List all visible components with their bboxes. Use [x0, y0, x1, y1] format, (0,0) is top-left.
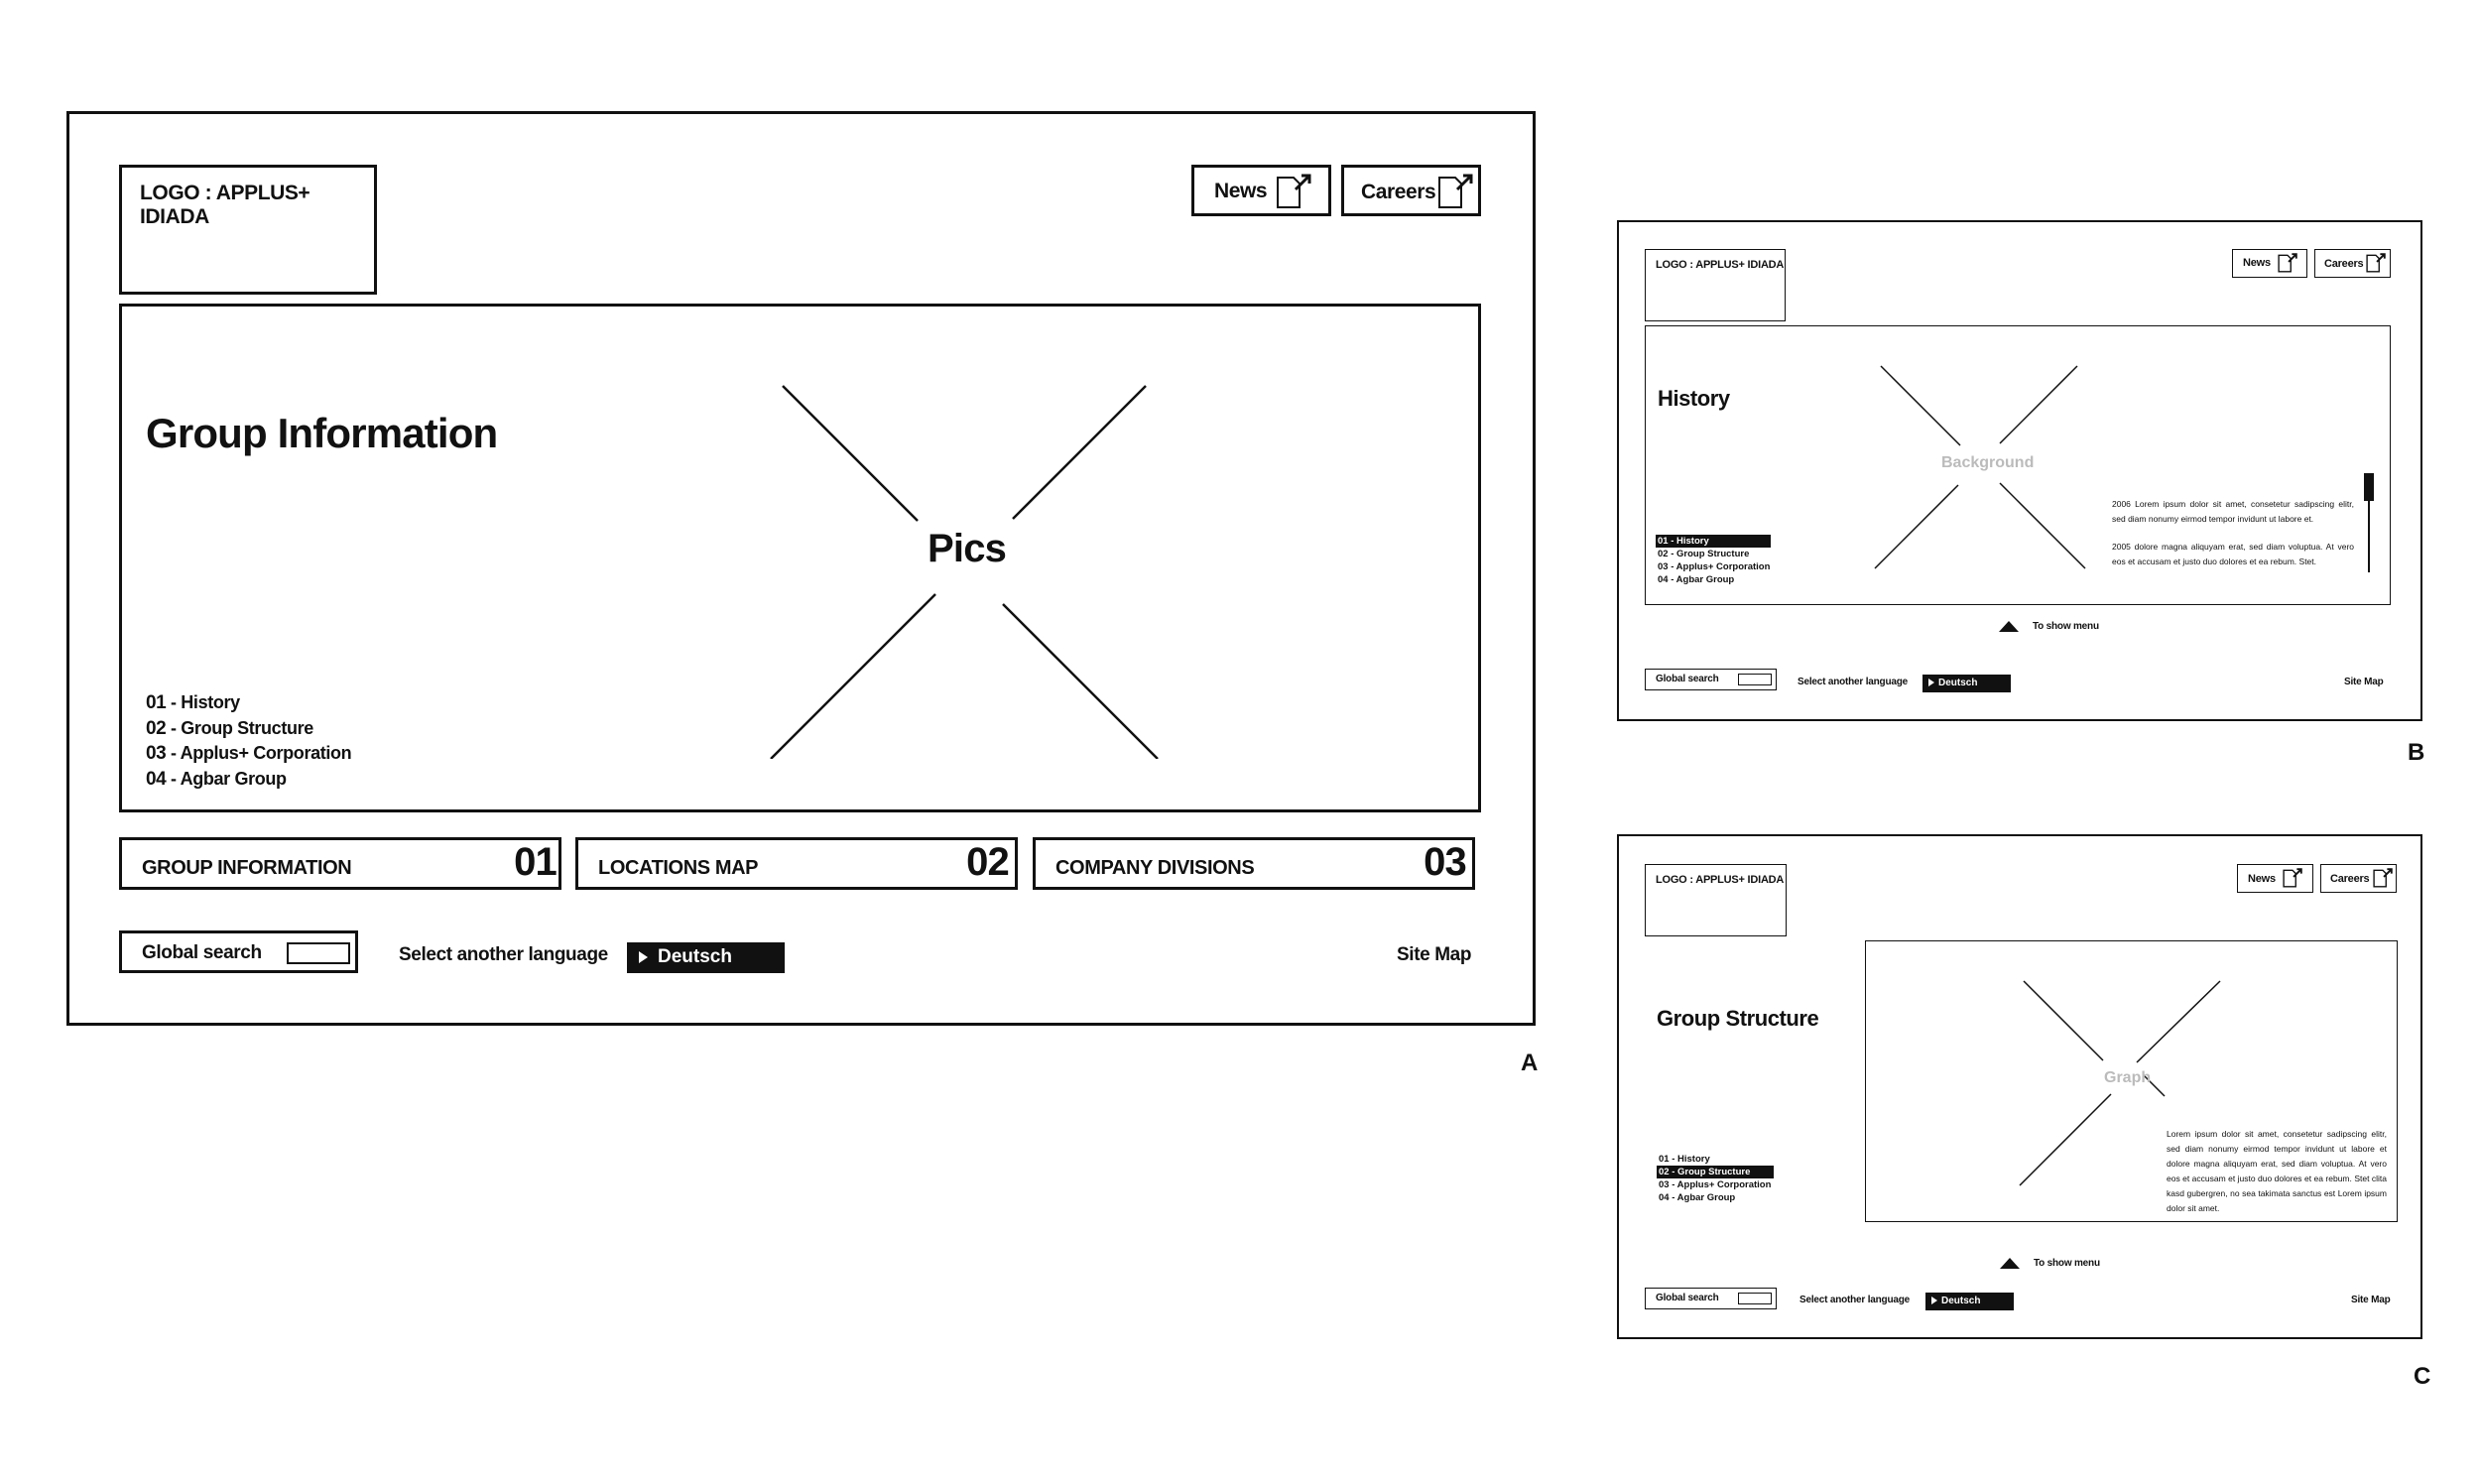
content-area	[1645, 325, 2391, 605]
panel-b-letter: B	[2408, 739, 2425, 766]
language-label: Select another language	[1798, 677, 1908, 687]
news-label: News	[1214, 180, 1268, 202]
tile-label: LOCATIONS MAP	[598, 857, 759, 879]
global-search-label: Global search	[1656, 1293, 1719, 1303]
menu-item-history[interactable]: 01 - History	[146, 692, 240, 713]
global-search[interactable]	[1645, 1288, 1777, 1309]
language-select[interactable]: Deutsch	[1925, 1293, 2014, 1310]
menu-item-group-structure[interactable]: 02 - Group Structure	[146, 717, 313, 739]
search-input[interactable]	[1738, 1293, 1772, 1304]
external-doc-icon	[2366, 253, 2387, 273]
site-map-link[interactable]: Site Map	[2344, 677, 2384, 687]
tile-number: 02	[966, 840, 1009, 884]
careers-label: Careers	[1361, 181, 1436, 203]
news-button[interactable]	[1191, 165, 1331, 216]
menu-item-history[interactable]: 01 - History	[1656, 535, 1771, 548]
tile-label: COMPANY DIVISIONS	[1055, 857, 1255, 879]
logo-text: LOGO : APPLUS+ IDIADA	[1656, 259, 1785, 271]
play-icon	[639, 951, 648, 963]
history-text-2006: 2006 Lorem ipsum dolor sit amet, consetetur sadipscing elitr, sed diam nonumy eirmod tempor invidunt ut labore et.	[2112, 499, 2354, 524]
news-button[interactable]	[2232, 249, 2307, 278]
logo-box[interactable]	[1645, 249, 1786, 321]
menu-item-agbar-group[interactable]: 04 - Agbar Group	[1658, 574, 1735, 585]
global-search[interactable]	[1645, 669, 1777, 690]
history-text-2005: 2005 dolore magna aliquyam erat, sed diam voluptua. At vero eos et accusam et justo duo dolores et ea rebum. Stet.	[2112, 542, 2354, 566]
language-select[interactable]: Deutsch	[1922, 675, 2011, 692]
careers-button[interactable]	[2314, 249, 2391, 278]
language-label: Select another language	[399, 944, 608, 965]
panel-a-letter: A	[1521, 1050, 1539, 1076]
external-doc-icon	[2278, 253, 2298, 273]
language-select[interactable]: Deutsch	[627, 942, 785, 973]
arrow-up-icon	[2000, 1258, 2020, 1269]
careers-button[interactable]	[1341, 165, 1481, 216]
global-search-label: Global search	[142, 942, 262, 963]
section-menu	[1656, 535, 1775, 586]
careers-label: Careers	[2330, 873, 2370, 885]
logo-box[interactable]	[1645, 864, 1787, 936]
pics-label: Pics	[928, 527, 1007, 570]
group-structure-text: Lorem ipsum dolor sit amet, consetetur sadipscing elitr, sed diam nonumy eirmod tempor invidunt ut labore et dolore magna aliquyam erat, sed diam voluptua. At vero eos et accusam et justo duo dolores et ea rebum. Stet clita kasd gubergren, no sea takimata sanctus est Lorem ipsum dolor sit amet.	[2167, 1129, 2387, 1213]
tile-label: GROUP INFORMATION	[142, 857, 352, 879]
news-label: News	[2243, 257, 2271, 269]
menu-item-applus-corporation[interactable]: 03 - Applus+ Corporation	[1658, 561, 1771, 572]
news-button[interactable]	[2237, 864, 2313, 893]
tile-locations-map[interactable]	[575, 837, 1018, 890]
hero-area	[119, 304, 1481, 812]
menu-item-history[interactable]: 01 - History	[1659, 1154, 1710, 1165]
section-menu	[1657, 1153, 1776, 1204]
external-doc-icon	[1276, 174, 1313, 209]
menu-item-group-structure[interactable]: 02 - Group Structure	[1657, 1166, 1774, 1178]
menu-item-applus-corporation[interactable]: 03 - Applus+ Corporation	[1659, 1179, 1772, 1190]
logo-box[interactable]	[119, 165, 377, 295]
graph-area	[1865, 940, 2398, 1222]
logo-text: LOGO : APPLUS+ IDIADA	[140, 182, 310, 228]
global-search-label: Global search	[1656, 674, 1719, 684]
menu-item-agbar-group[interactable]: 04 - Agbar Group	[146, 768, 287, 790]
tile-group-information[interactable]	[119, 837, 561, 890]
show-menu-toggle[interactable]: To show menu	[2000, 1258, 2100, 1269]
menu-item-agbar-group[interactable]: 04 - Agbar Group	[1659, 1192, 1736, 1203]
search-input[interactable]	[287, 942, 350, 964]
play-icon	[1931, 1297, 1937, 1304]
play-icon	[1928, 679, 1934, 686]
show-menu-toggle[interactable]: To show menu	[1999, 621, 2099, 632]
scrollbar[interactable]	[2364, 473, 2374, 572]
menu-item-group-structure[interactable]: 02 - Group Structure	[1658, 549, 1750, 559]
tile-company-divisions[interactable]	[1033, 837, 1475, 890]
global-search[interactable]	[119, 930, 358, 973]
page-title: Group Structure	[1657, 1006, 1819, 1031]
site-map-link[interactable]: Site Map	[1397, 944, 1472, 965]
site-map-link[interactable]: Site Map	[2351, 1295, 2391, 1305]
careers-button[interactable]	[2320, 864, 2397, 893]
page-title: Group Information	[146, 410, 498, 456]
panel-c-letter: C	[2414, 1363, 2431, 1390]
careers-label: Careers	[2324, 258, 2364, 270]
menu-item-applus-corporation[interactable]: 03 - Applus+ Corporation	[146, 743, 352, 764]
external-doc-icon	[2283, 868, 2303, 888]
page-title: History	[1658, 386, 1730, 411]
tile-number: 03	[1424, 840, 1466, 884]
graph-label: Graph	[2104, 1069, 2152, 1086]
external-doc-icon	[1437, 174, 1475, 209]
news-label: News	[2248, 873, 2276, 885]
background-label: Background	[1941, 454, 2035, 471]
arrow-up-icon	[1999, 621, 2019, 632]
logo-text: LOGO : APPLUS+ IDIADA	[1656, 874, 1785, 886]
scrollbar-thumb[interactable]	[2364, 473, 2374, 501]
search-input[interactable]	[1738, 674, 1772, 685]
language-label: Select another language	[1799, 1295, 1910, 1305]
external-doc-icon	[2373, 868, 2394, 888]
section-menu	[146, 690, 351, 792]
tile-number: 01	[514, 840, 557, 884]
